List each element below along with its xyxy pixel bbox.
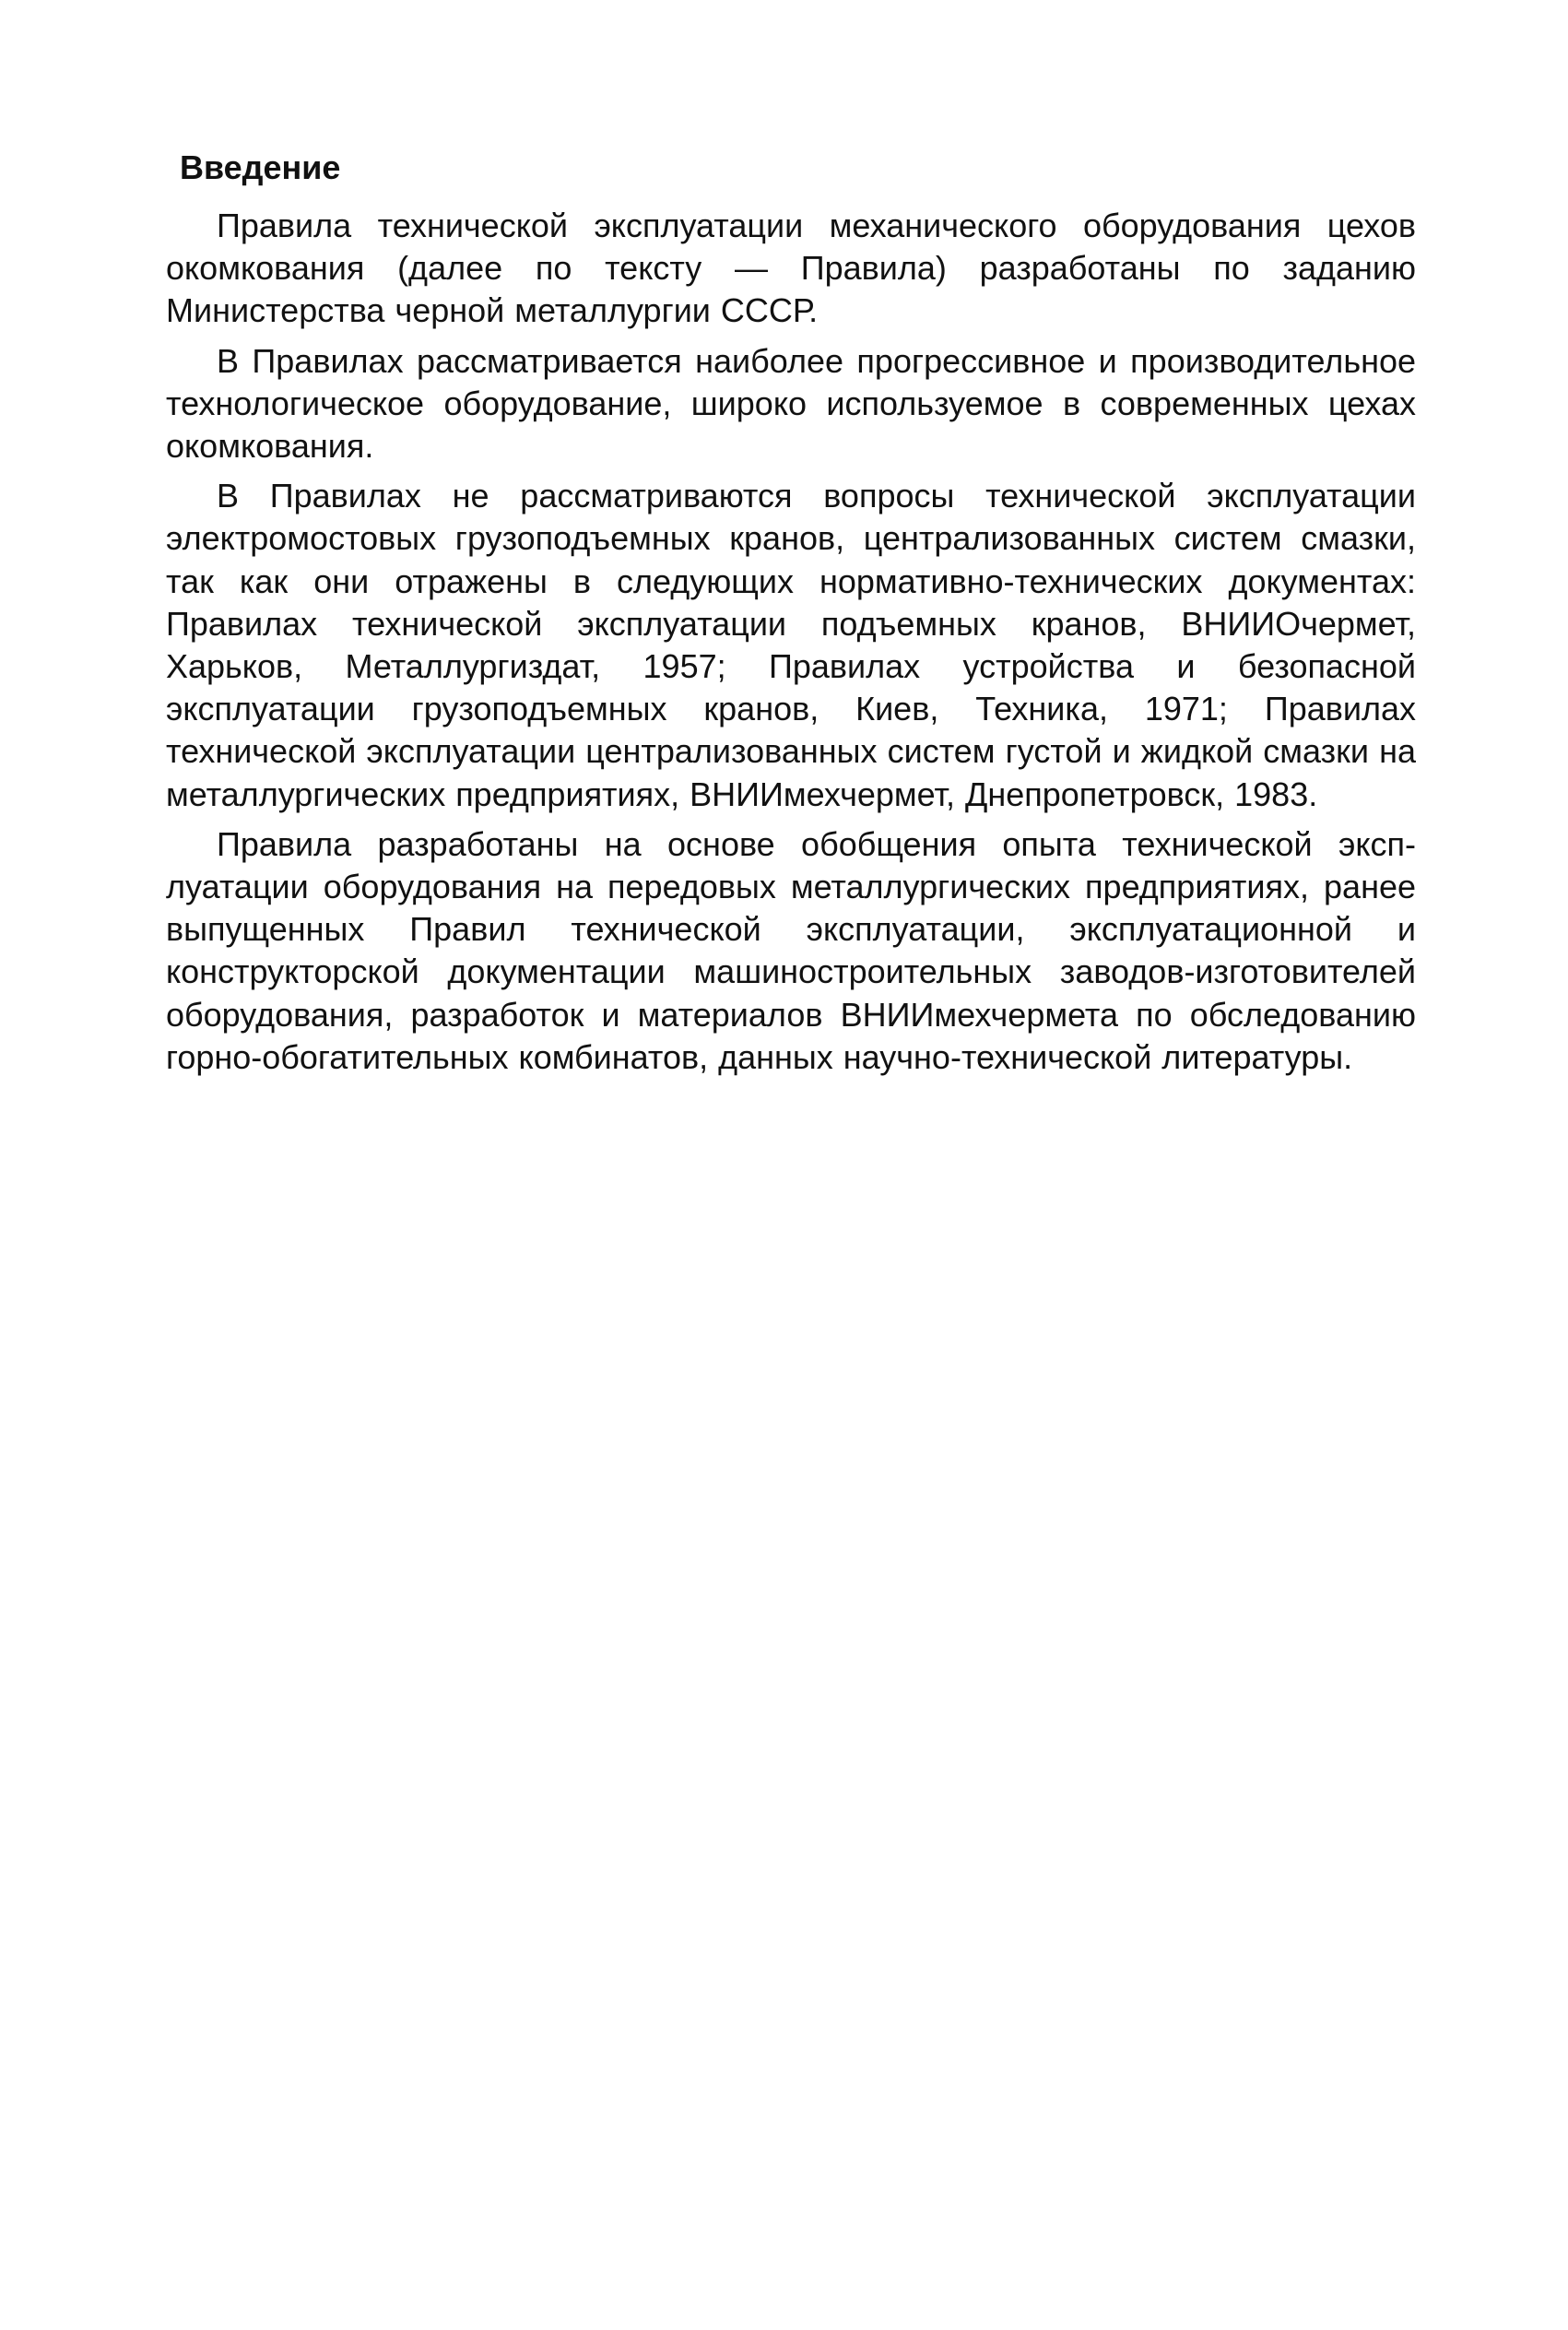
paragraph-purpose: Правила технической эксплуатации механического оборудования цехов окомкования (далее по тексту — Правила) разработаны по заданию Министерства черной металлургии СССР. (166, 207, 1416, 330)
section-heading: Введение (180, 148, 341, 186)
paragraph-sources: Правила разработаны на основе обобщения опыта технической эксплуатации оборудования на передовых металлургических предприятиях, ранее выпущенных Правил технической эксплуатации, эксплуатационной и конструкторской документации машиностроительных заводов-изготовителей оборудования, разработок и материалов ВНИИмехчермета по обследованию горно-обогатительных комбинатов, данных научно-технической литературы. (166, 824, 1416, 1076)
paragraph-scope: В Правилах рассматривается наиболее прогрессивное и производительное технологическое оборудование, широко используемое в современных цехах окомкования. (166, 341, 1416, 466)
document-body (166, 148, 1416, 1086)
paragraph-exclusions: В Правилах не рассматриваются вопросы технической эксплуатации электромостовых грузоподъемных кранов, централизованных систем смазки, так как они отражены в следующих нормативно-технических документах: Правилах технической эксплуатации подъемных кранов, ВНИИОчермет, Харьков, Металлургиздат, 1957; Правилах устройства и безопасной эксплуатации грузоподъемных кранов, Киев, Техника, 1971; Правилах технической эксплуатации централизованных систем густой и жидкой смазки на металлургических предприятиях, ВНИИмехчермет, Днепропетровск, 1983. (166, 477, 1416, 813)
